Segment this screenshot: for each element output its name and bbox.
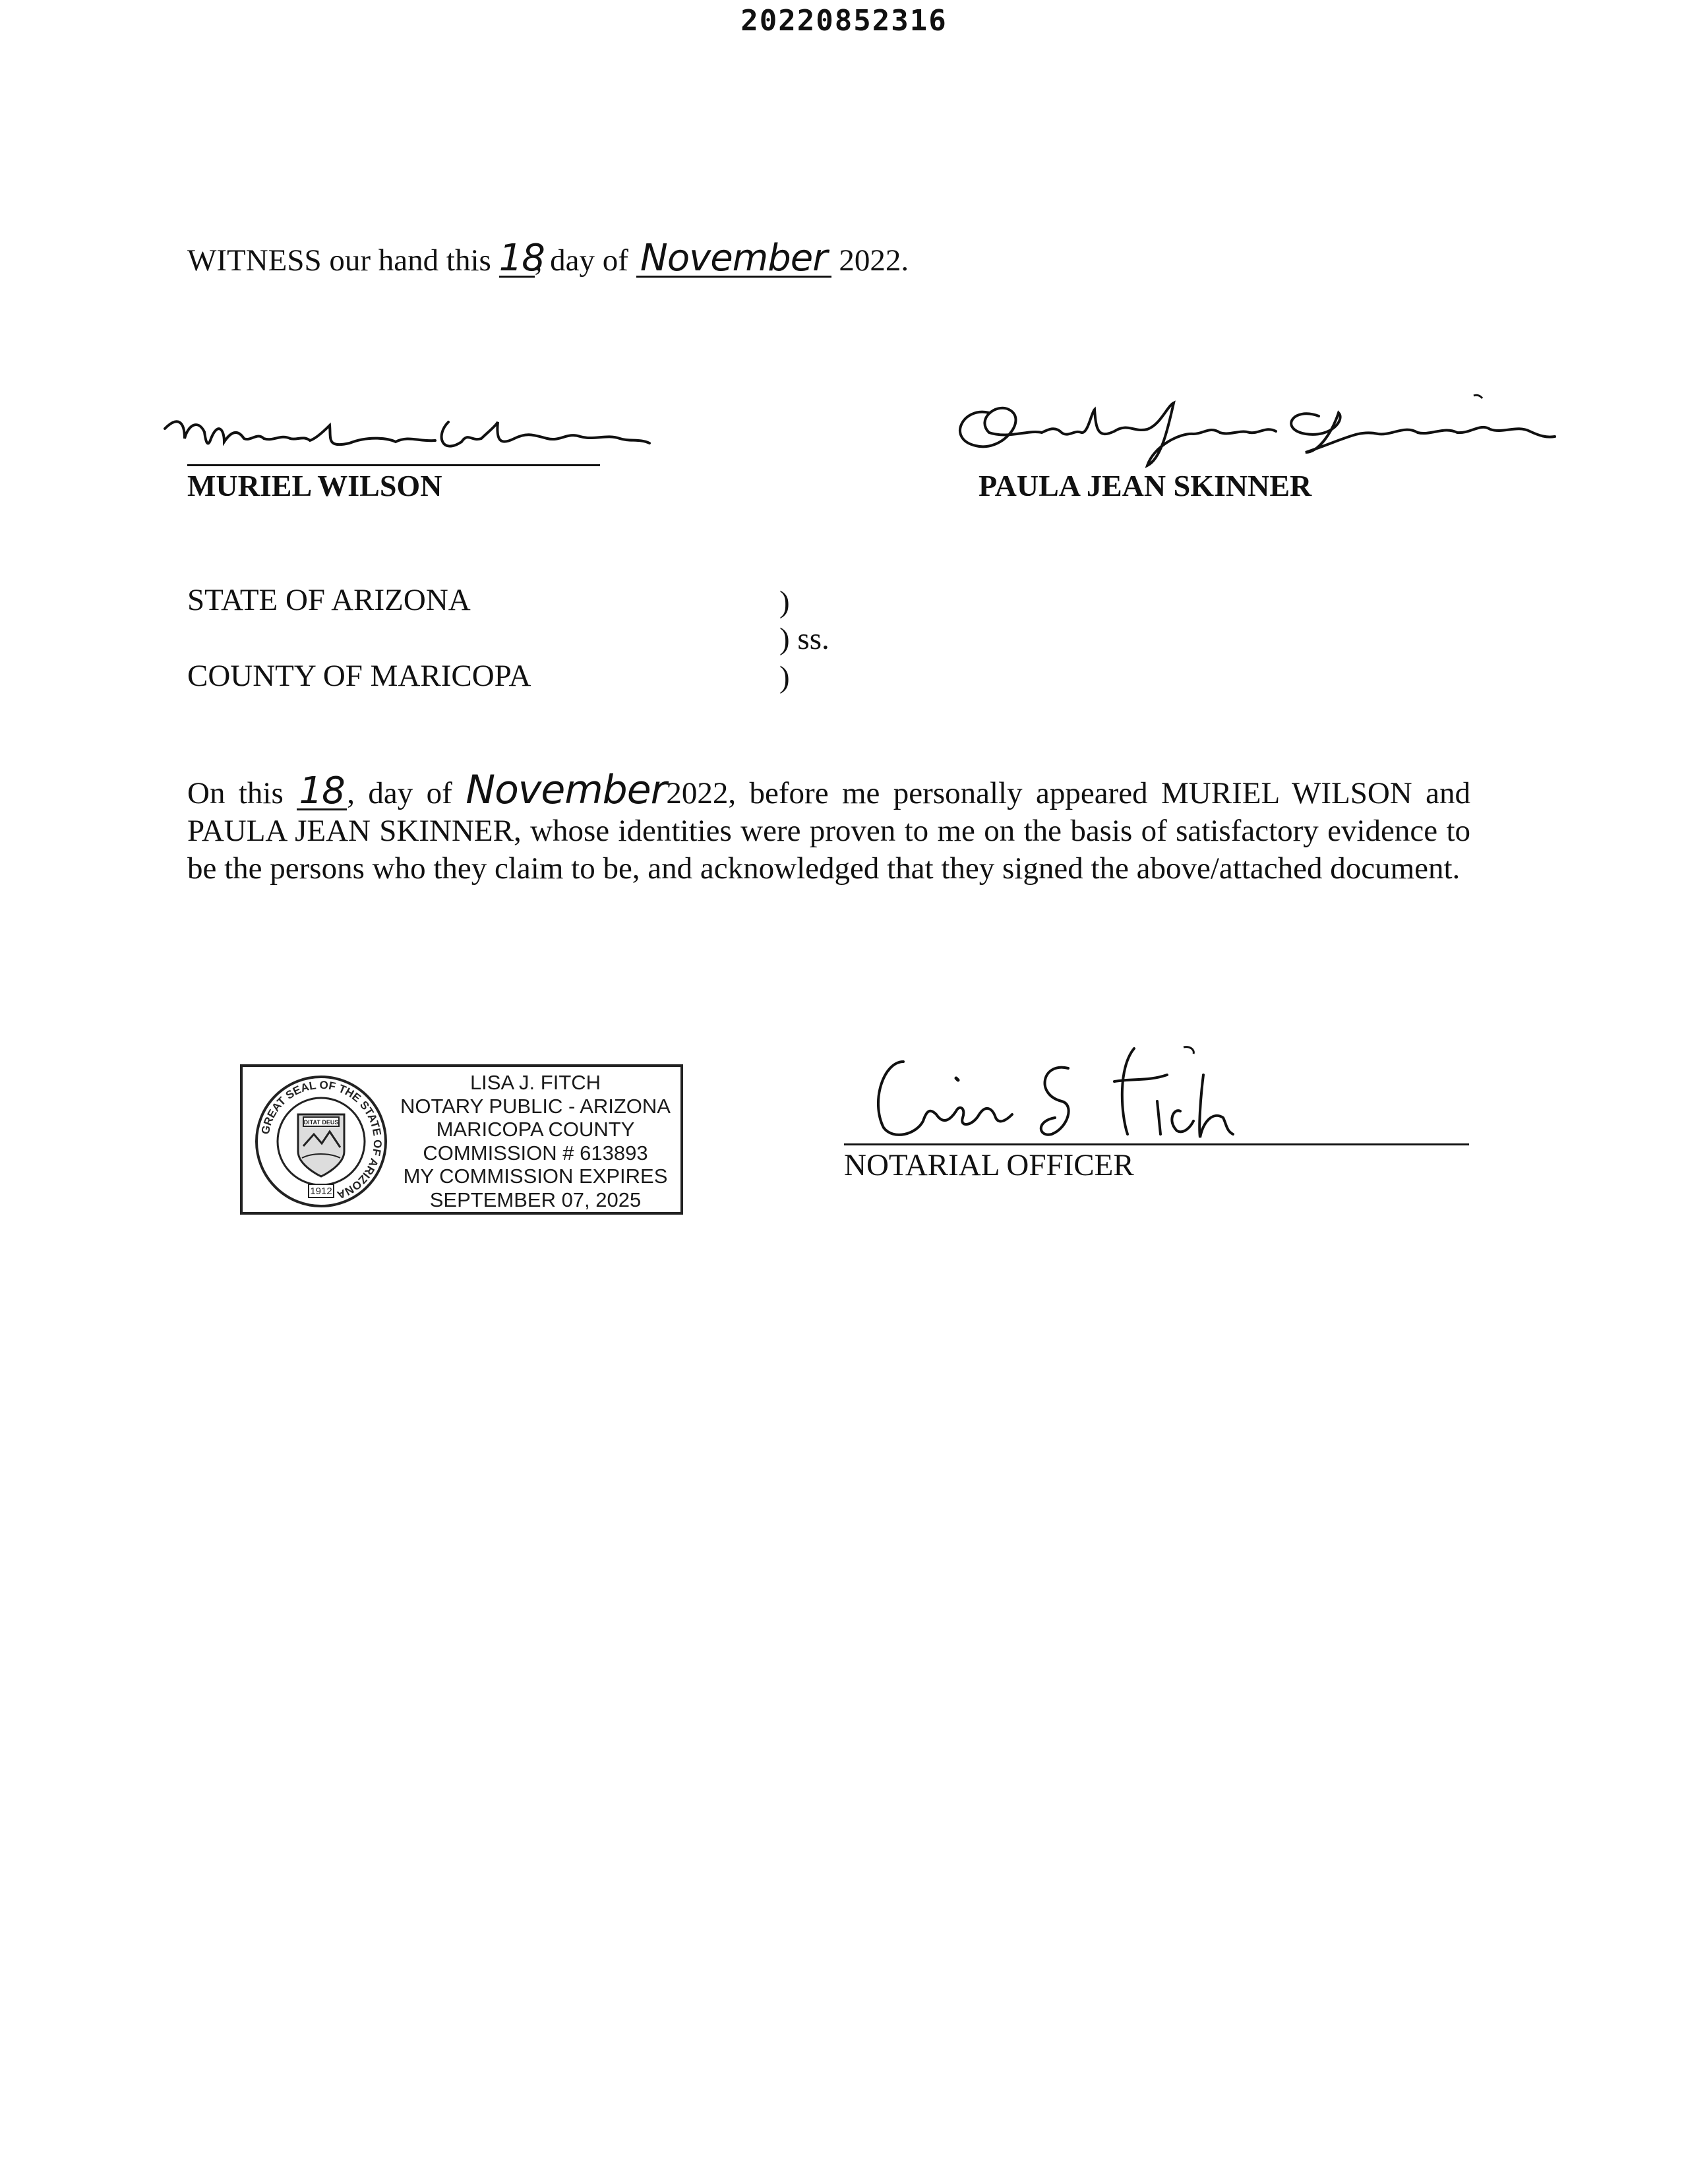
venue-paren-top: ) (779, 585, 790, 619)
notary-stamp (240, 1064, 683, 1215)
witness-line (187, 237, 909, 280)
ack-rest: 2022, before me personally appeared MURIEL WILSON and PAULA JEAN SKINNER, whose identities were proven to me on the basis of satisfactory evidence to be the persons who they claim to be, and acknowledged that they signed the above/attached document. (187, 776, 1471, 886)
stamp-line-expires-label: MY COMMISSION EXPIRES (403, 1165, 668, 1188)
muriel-wilson-signature-line (187, 464, 600, 466)
venue-paren-ss: ) ss. (779, 622, 829, 656)
venue-county: COUNTY OF MARICOPA (187, 659, 531, 693)
ack-prefix: On this (187, 776, 284, 810)
witness-day: 18 (498, 237, 545, 280)
seal-year: 1912 (310, 1186, 332, 1197)
document-number: 20220852316 (740, 4, 948, 38)
stamp-line-expires-date: SEPTEMBER 07, 2025 (429, 1188, 642, 1211)
notary-signature-line (844, 1143, 1469, 1145)
ack-month: November (466, 767, 667, 813)
arizona-state-seal-icon (253, 1074, 389, 1209)
stamp-line-county: MARICOPA COUNTY (436, 1118, 635, 1141)
ack-day: 18 (297, 774, 347, 810)
acknowledgment-paragraph (187, 767, 1471, 888)
seal-ring-text: GREAT SEAL OF THE STATE OF ARIZONA (258, 1078, 384, 1201)
stamp-text (392, 1071, 679, 1211)
ack-middle: , day of (347, 776, 452, 810)
venue-paren-bottom: ) (779, 660, 790, 694)
signer-name-muriel-wilson: MURIEL WILSON (187, 469, 442, 502)
stamp-line-commission: COMMISSION # 613893 (423, 1141, 648, 1165)
venue-state: STATE OF ARIZONA (187, 583, 471, 617)
notary-title: NOTARIAL OFFICER (844, 1148, 1134, 1182)
stamp-line-name: LISA J. FITCH (469, 1071, 601, 1094)
seal-motto: DITAT DEUS (303, 1119, 339, 1126)
notary-signature (857, 1042, 1240, 1154)
witness-month: November (636, 241, 831, 278)
witness-prefix: WITNESS our hand this (187, 243, 491, 278)
witness-year: 2022. (839, 243, 909, 278)
witness-middle: , day of (534, 243, 628, 278)
signer-name-paula-jean-skinner: PAULA JEAN SKINNER (979, 469, 1312, 502)
stamp-line-title: NOTARY PUBLIC - ARIZONA (400, 1094, 671, 1118)
